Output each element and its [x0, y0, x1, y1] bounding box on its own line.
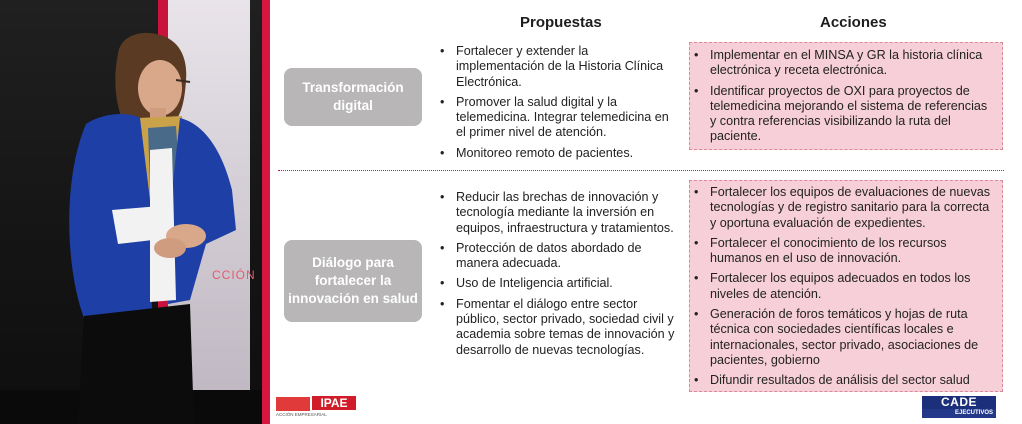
cade-logo-tagline: EJECUTIVOS [922, 409, 996, 418]
topic-transformacion-digital [284, 68, 422, 126]
list-item: • Promover la salud digital y la telemedicina. Integrar telemedicina en el primer nivel de atención. [436, 95, 676, 141]
actions-list-2 [690, 185, 996, 394]
list-item: • Reducir las brechas de innovación y tecnología mediante la inversión en equipos, infraestructura y tratamientos. [436, 190, 676, 236]
list-item: • Generación de foros temáticos y hojas de ruta técnica con sociedades científicas locales e internacionales, sector privado, asociaciones de pacientes, gobierno [690, 307, 996, 368]
camera-area [0, 0, 262, 424]
actions-list-1 [690, 48, 996, 150]
list-item: • Fortalecer los equipos adecuados en todos los niveles de atención. [690, 271, 996, 302]
slide-red-edge [262, 0, 270, 424]
list-item: • Monitoreo remoto de pacientes. [436, 146, 676, 161]
list-item: • Fortalecer el conocimiento de los recursos humanos en el uso de innovación. [690, 236, 996, 267]
topic-label: Transformación digital [302, 80, 404, 113]
list-item: • Fortalecer los equipos de evaluaciones de nuevas tecnologías y de registro sanitario para la correcta y oportuna evaluación de expedientes. [690, 185, 996, 231]
list-item: • Identificar proyectos de OXI para proyectos de telemedicina mejorando el sistema de referencias y contra referencias visibilizando la ruta del paciente. [690, 84, 996, 145]
list-item: • Protección de datos abordado de manera adecuada. [436, 241, 676, 272]
cade-logo [922, 396, 996, 420]
list-item: • Fortalecer y extender la implementación de la Historia Clínica Electrónica. [436, 44, 676, 90]
ipae-logo-tagline: ACCIÓN EMPRESARIAL [276, 412, 327, 417]
proposals-header: Propuestas [520, 14, 602, 31]
list-item: • Difundir resultados de análisis del sector salud [690, 373, 996, 388]
actions-header: Acciones [820, 14, 887, 31]
presentation-slide [262, 0, 1022, 424]
proposals-list-2 [436, 190, 676, 363]
ipae-logo-name: IPAE [312, 396, 356, 410]
ipae-logo-bar [276, 397, 310, 411]
list-item: • Fomentar el diálogo entre sector público, sector privado, sociedad civil y academia sobre temas de innovación y desarrollo de nuevas tecnologías. [436, 297, 676, 358]
section-divider [278, 170, 1004, 171]
topic-dialogo-innovacion [284, 240, 422, 322]
topic-label: Diálogo para fortalecer la innovación en salud [288, 255, 418, 306]
list-item: • Implementar en el MINSA y GR la historia clínica electrónica y receta electrónica. [690, 48, 996, 79]
ipae-logo [276, 397, 358, 419]
presenter-figure [0, 0, 262, 424]
cade-logo-name: CADE [922, 396, 996, 409]
proposals-list-1 [436, 44, 676, 166]
backdrop-text: CCIÓN [212, 268, 256, 282]
list-item: • Uso de Inteligencia artificial. [436, 276, 676, 291]
